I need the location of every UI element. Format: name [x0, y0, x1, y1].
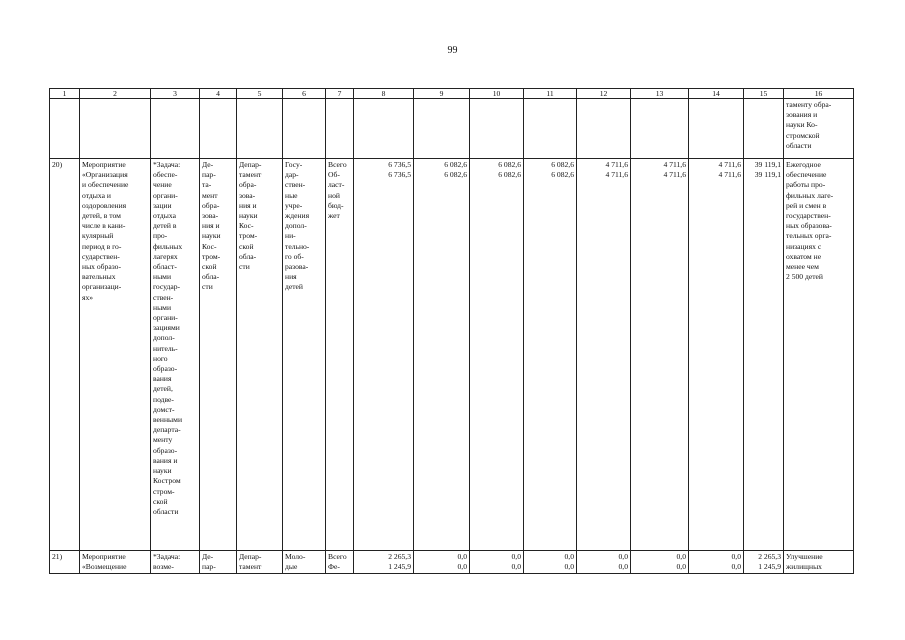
text-line: образо-: [153, 364, 178, 374]
value-source: 39 119,1: [754, 170, 781, 180]
column-header: 1: [50, 89, 80, 99]
text-line: допол-: [285, 221, 307, 231]
column-header: 12: [577, 89, 631, 99]
text-line: детей в: [153, 221, 177, 231]
coexecutor-cell: [237, 551, 283, 574]
cont-cell: [414, 99, 470, 159]
value-source: 6 082,6: [551, 170, 574, 180]
text-line: ного: [153, 353, 168, 363]
text-line: Мероприятие: [82, 552, 126, 561]
funding-total: Всего: [328, 160, 347, 169]
text-line: государствен-: [786, 211, 831, 221]
text-line: ния и: [202, 221, 220, 231]
text-line: бюд-: [328, 200, 344, 210]
column-header: 10: [470, 89, 524, 99]
column-header: 4: [200, 89, 237, 99]
text-line: обеспечение: [786, 170, 827, 180]
text-line: вания: [153, 374, 172, 384]
text-line: обра-: [202, 200, 220, 210]
text-line: Госу-: [285, 160, 303, 169]
value-total: 6 736,5: [388, 160, 411, 169]
text-line: Де-: [202, 552, 214, 561]
task-cell: [151, 551, 200, 574]
participants-cell: [283, 159, 326, 551]
text-line: «Организация: [82, 170, 128, 180]
text-line: низациях с: [786, 241, 822, 251]
text-line: фильных лаге-: [786, 190, 834, 200]
cont-cell: [577, 99, 631, 159]
value-cell: [414, 551, 470, 574]
column-header: 8: [354, 89, 414, 99]
text-line: возме-: [153, 562, 174, 572]
activity-name: [80, 551, 151, 574]
cont-cell: [326, 99, 354, 159]
text-line: Кос-: [202, 241, 217, 251]
text-line: ных образо-: [82, 262, 121, 272]
text-line: департа-: [153, 425, 181, 435]
cont-cell: [470, 99, 524, 159]
text-line: обеспе-: [153, 170, 178, 180]
text-line: Депар-: [239, 160, 262, 169]
column-header: 6: [283, 89, 326, 99]
text-line: сударствен-: [82, 251, 120, 261]
text-line: сти: [202, 282, 213, 292]
row-number: 20): [50, 159, 80, 551]
text-line: тамент: [239, 170, 262, 180]
text-line: обра-: [239, 180, 257, 190]
text-line: работы про-: [786, 180, 826, 190]
text-line: ни-: [285, 231, 296, 241]
text-line: и обеспечение: [82, 180, 129, 190]
value-cell: [689, 159, 744, 551]
value-source: 1 245,9: [758, 562, 781, 572]
cont-cell: [689, 99, 744, 159]
text-line: науки: [202, 231, 221, 241]
table-row-20: [50, 159, 854, 551]
value-source: 6 082,6: [444, 170, 467, 180]
text-line: домст-: [153, 404, 175, 414]
funding-federal: Фе-: [328, 562, 340, 572]
text-line: зациями: [153, 323, 180, 333]
text-line: Мероприятие: [82, 160, 126, 169]
result-cell: [784, 159, 854, 551]
cont-cell: [283, 99, 326, 159]
text-line: детей: [285, 282, 303, 292]
value-cell: [744, 551, 784, 574]
text-line: ласт-: [328, 180, 345, 190]
text-line: пар-: [202, 170, 216, 180]
cont-cell: [524, 99, 577, 159]
executor-cell: [200, 551, 237, 574]
value-cell: [470, 159, 524, 551]
text-line: дые: [285, 562, 298, 572]
text-line: ной: [328, 190, 340, 200]
text-line: ждения: [285, 211, 310, 221]
text-line: Кос-: [239, 221, 254, 231]
text-line: зова-: [239, 190, 256, 200]
value-source: 1 245,9: [388, 562, 411, 572]
text-line: науки: [153, 466, 172, 476]
text-line: таменту обра-: [786, 100, 832, 109]
text-line: зования и: [786, 110, 818, 120]
text-line: 2 500 детей: [786, 272, 823, 282]
text-line: Об-: [328, 170, 340, 180]
value-source: 0,0: [564, 562, 574, 572]
text-line: Де-: [202, 160, 214, 169]
text-line: охватом не: [786, 251, 822, 261]
text-line: нитель-: [153, 343, 178, 353]
value-cell: [631, 159, 689, 551]
value-total: 2 265,3: [388, 552, 411, 561]
table-row-21: [50, 551, 854, 574]
text-line: чение: [153, 180, 172, 190]
column-header: 11: [524, 89, 577, 99]
text-line: ствен-: [285, 180, 306, 190]
value-total: 4 711,6: [718, 160, 741, 169]
funding-regional: [328, 170, 351, 221]
column-header: 2: [80, 89, 151, 99]
text-line: тельных орга-: [786, 231, 832, 241]
text-line: период в го-: [82, 241, 122, 251]
column-header: 7: [326, 89, 354, 99]
text-line: органи-: [153, 313, 178, 323]
column-header: 14: [689, 89, 744, 99]
cont-cell: [354, 99, 414, 159]
text-line: кулярный: [82, 231, 114, 241]
value-source: 0,0: [618, 562, 628, 572]
value-source: 4 711,6: [718, 170, 741, 180]
value-total: 6 082,6: [551, 160, 574, 169]
value-total: 4 711,6: [663, 160, 686, 169]
text-line: разова-: [285, 262, 309, 272]
value-total: 0,0: [618, 552, 628, 561]
text-line: ской: [239, 241, 254, 251]
text-line: вательных: [82, 272, 116, 282]
value-cell: [577, 551, 631, 574]
value-total: 0,0: [457, 552, 467, 561]
cont-cell: [200, 99, 237, 159]
text-line: организаци-: [82, 282, 122, 292]
text-line: тром-: [239, 231, 258, 241]
value-total: 4 711,6: [605, 160, 628, 169]
cont-cell: [631, 99, 689, 159]
activity-name: [80, 159, 151, 551]
cont-cell: [50, 99, 80, 159]
cont-cell: [237, 99, 283, 159]
text-line: венными: [153, 415, 183, 425]
column-header: 15: [744, 89, 784, 99]
text-line: обла-: [202, 272, 220, 282]
text-line: ской: [202, 262, 217, 272]
value-source: 0,0: [676, 562, 686, 572]
text-line: жилищных: [786, 562, 822, 572]
value-source: 6 736,5: [388, 170, 411, 180]
text-line: ных образова-: [786, 221, 832, 231]
text-line: *Задача:: [153, 552, 181, 561]
text-line: отдыха: [153, 211, 176, 221]
value-cell: [744, 159, 784, 551]
column-header: 5: [237, 89, 283, 99]
text-line: зова-: [202, 211, 219, 221]
value-total: 39 119,1: [754, 160, 781, 169]
text-line: тром-: [202, 251, 221, 261]
task-cell: [151, 159, 200, 551]
result-cell: [784, 551, 854, 574]
text-line: области: [786, 140, 812, 150]
text-line: зации: [153, 200, 172, 210]
text-line: про-: [153, 231, 168, 241]
value-total: 0,0: [564, 552, 574, 561]
value-cell: [354, 159, 414, 551]
text-line: Моло-: [285, 552, 306, 561]
text-line: вания и: [153, 455, 178, 465]
value-source: 0,0: [731, 562, 741, 572]
text-line: ные: [285, 190, 298, 200]
cont-cell: [80, 99, 151, 159]
cont-cell: [744, 99, 784, 159]
value-source: 4 711,6: [605, 170, 628, 180]
coexecutor-cell: [237, 159, 283, 551]
executor-cell: [200, 159, 237, 551]
text-line: области: [153, 506, 179, 516]
text-line: жет: [328, 211, 340, 221]
text-line: Ежегодное: [786, 160, 821, 169]
text-line: ствен-: [153, 292, 174, 302]
result-cell: [784, 99, 854, 159]
text-line: ния и: [239, 200, 257, 210]
text-line: ской: [153, 496, 168, 506]
column-header: 9: [414, 89, 470, 99]
value-cell: [577, 159, 631, 551]
funding-source-cell: [326, 159, 354, 551]
text-line: Депар-: [239, 552, 262, 561]
funding-total: Всего: [328, 552, 347, 561]
text-line: «Возмещение: [82, 562, 127, 572]
text-line: та-: [202, 180, 212, 190]
value-source: 6 082,6: [498, 170, 521, 180]
value-cell: [524, 159, 577, 551]
cont-cell: [151, 99, 200, 159]
value-total: 2 265,3: [758, 552, 781, 561]
value-source: 0,0: [457, 562, 467, 572]
program-table: [49, 88, 854, 574]
text-line: фильных: [153, 241, 183, 251]
text-line: стром-: [153, 486, 175, 496]
text-line: ными: [153, 272, 172, 282]
text-line: област-: [153, 262, 177, 272]
value-cell: [524, 551, 577, 574]
text-line: оздоровления: [82, 200, 127, 210]
text-line: органи-: [153, 190, 178, 200]
page-number: 99: [447, 45, 458, 56]
text-line: Улучшение: [786, 552, 823, 561]
value-cell: [414, 159, 470, 551]
text-line: мент: [202, 190, 218, 200]
text-line: допол-: [153, 333, 175, 343]
text-line: ния: [285, 272, 297, 282]
value-total: 0,0: [676, 552, 686, 561]
text-line: детей,: [153, 384, 173, 394]
row-number: 21): [50, 551, 80, 574]
text-line: науки: [239, 211, 258, 221]
text-line: числе в кани-: [82, 221, 126, 231]
value-total: 6 082,6: [444, 160, 467, 169]
value-cell: [354, 551, 414, 574]
header-row: [50, 89, 854, 99]
text-line: ными: [153, 302, 172, 312]
text-line: образо-: [153, 445, 178, 455]
text-line: тельно-: [285, 241, 310, 251]
value-source: 0,0: [511, 562, 521, 572]
text-line: го об-: [285, 251, 304, 261]
text-line: тамент: [239, 562, 262, 572]
value-total: 0,0: [511, 552, 521, 561]
text-line: подве-: [153, 394, 174, 404]
text-line: Костром: [153, 476, 181, 486]
text-line: обла-: [239, 251, 257, 261]
value-cell: [689, 551, 744, 574]
column-header: 16: [784, 89, 854, 99]
text-line: ях»: [82, 292, 94, 302]
text-line: лагерях: [153, 251, 178, 261]
text-line: менту: [153, 435, 173, 445]
text-line: дар-: [285, 170, 299, 180]
value-total: 0,0: [731, 552, 741, 561]
text-line: государ-: [153, 282, 181, 292]
text-line: учре-: [285, 200, 303, 210]
text-line: *Задача:: [153, 160, 181, 169]
column-header: 3: [151, 89, 200, 99]
text-line: науки Ко-: [786, 120, 818, 130]
value-source: 4 711,6: [663, 170, 686, 180]
text-line: рей и смен в: [786, 200, 827, 210]
participants-cell: [283, 551, 326, 574]
text-line: пар-: [202, 562, 216, 572]
column-header: 13: [631, 89, 689, 99]
value-cell: [470, 551, 524, 574]
text-line: сти: [239, 262, 250, 272]
text-line: менее чем: [786, 262, 819, 272]
text-line: стромской: [786, 130, 820, 140]
text-line: детей, в том: [82, 211, 121, 221]
value-total: 6 082,6: [498, 160, 521, 169]
text-line: отдыха и: [82, 190, 111, 200]
funding-source-cell: [326, 551, 354, 574]
value-cell: [631, 551, 689, 574]
continuation-row: [50, 99, 854, 159]
